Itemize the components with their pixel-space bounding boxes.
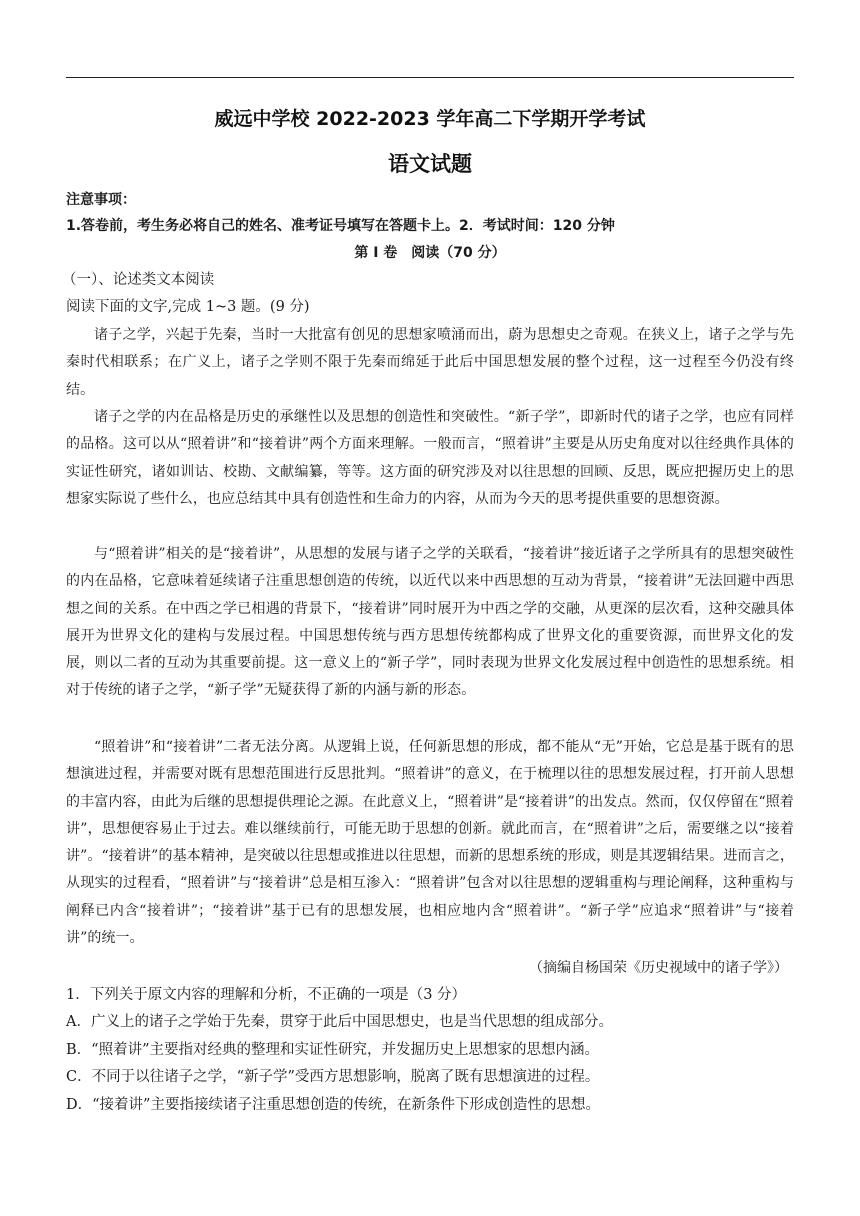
question-1-option-a: A．广义上的诸子之学始于先秦，贯穿于此后中国思想史，也是当代思想的组成部分。 bbox=[66, 1014, 613, 1030]
passage-paragraph-4: “照着讲”和“接着讲”二者无法分离。从逻辑上说，任何新思想的形成，都不能从“无”开始，它总是基于既有的思想演进过程，并需要对既有思想范围进行反思批判。“照着讲”的意义，在于梳理以往的思想发展过程，打开前人思想的丰富内容，由此为后继的思想提供理论之源。在此意义上，“照着讲”是“接着讲”的出发点。然而，仅仅停留在“照着讲”，思想便容易止于过去。难以继续前行，可能无助于思想的创新。就此而言，在“照着讲”之后，需要继之以“接着讲”。“接着讲”的基本精神，是突破以往思想或推进以往思想，而新的思想系统的形成，则是其逻辑结果。进而言之，从现实的过程看，“照着讲”与“接着讲”总是相互渗入：“照着讲”包含对以往思想的逻辑重构与理论阐释，这种重构与阐释已内含“接着讲”；“接着讲”基于已有的思想发展，也相应地内含“照着讲”。“新子学”应追求“照着讲”与“接着讲”的统一。 bbox=[66, 739, 794, 947]
exam-subtitle: 语文试题 bbox=[388, 152, 472, 176]
exam-title: 威远中学校 2022-2023 学年高二下学期开学考试 bbox=[214, 108, 646, 130]
notice-items: 1.答卷前，考生务必将自己的姓名、准考证号填写在答题卡上。2．考试时间：120 分钟 bbox=[66, 218, 615, 234]
passage-paragraph-2: 诸子之学的内在品格是历史的承继性以及思想的创造性和突破性。“新子学”，即新时代的诸子之学，也应有同样的品格。这可以从“照着讲”和“接着讲”两个方面来理解。一般而言，“照着讲”主要是从历史角度对以往经典作具体的实证性研究，诸如训诂、校勘、文献编纂，等等。这方面的研究涉及对以往思想的回顾、反思，既应把握历史上的思想家实际说了些什么，也应总结其中具有创造性和生命力的内容，从而为今天的思考提供重要的思想资源。 bbox=[66, 409, 794, 507]
question-1-option-b: B．“照着讲”主要指对经典的整理和实证性研究，并发掘历史上思想家的思想内涵。 bbox=[66, 1042, 599, 1058]
passage-source: （摘编自杨国荣《历史视域中的诸子学》） bbox=[529, 960, 788, 976]
question-1-option-d: D．“接着讲”主要指接续诸子注重思想创造的传统，在新条件下形成创造性的思想。 bbox=[66, 1097, 600, 1113]
passage-paragraph-1: 诸子之学，兴起于先秦，当时一大批富有创见的思想家喷涌而出，蔚为思想史之奇观。在狭义上，诸子之学与先秦时代相联系；在广义上，诸子之学则不限于先秦而绵延于此后中国思想发展的整个过程，这一过程至今仍没有终结。 bbox=[66, 327, 794, 398]
part-heading: （一）、论述类文本阅读 bbox=[62, 272, 215, 288]
notice-heading: 注意事项： bbox=[66, 192, 136, 208]
volume-heading: 第 I 卷 阅读（70 分） bbox=[354, 245, 506, 261]
passage-paragraph-3: 与“照着讲”相关的是“接着讲”，从思想的发展与诸子之学的关联看，“接着讲”接近诸子之学所具有的思想突破性的内在品格，它意味着延续诸子注重思想创造的传统，以近代以来中西思想的互动为背景，“接着讲”无法回避中西思想之间的关系。在中西之学已相遇的背景下，“接着讲”同时展开为中西之学的交融，从更深的层次看，这种交融具体展开为世界文化的建构与发展过程。中国思想传统与西方思想传统都构成了世界文化的重要资源，而世界文化的发展，则以二者的互动为其重要前提。这一意义上的“新子学”，同时表现为世界文化发展过程中创造性的思想系统。相对于传统的诸子之学，“新子学”无疑获得了新的内涵与新的形态。 bbox=[66, 546, 794, 699]
reading-instruction: 阅读下面的文字,完成 1~3 题。(9 分) bbox=[66, 299, 310, 315]
question-1-option-c: C．不同于以往诸子之学，“新子学”受西方思想影响，脱离了既有思想演进的过程。 bbox=[66, 1069, 600, 1085]
question-1-stem: 1．下列关于原文内容的理解和分析，不正确的一项是（3 分） bbox=[66, 987, 467, 1003]
top-rule bbox=[66, 77, 794, 78]
